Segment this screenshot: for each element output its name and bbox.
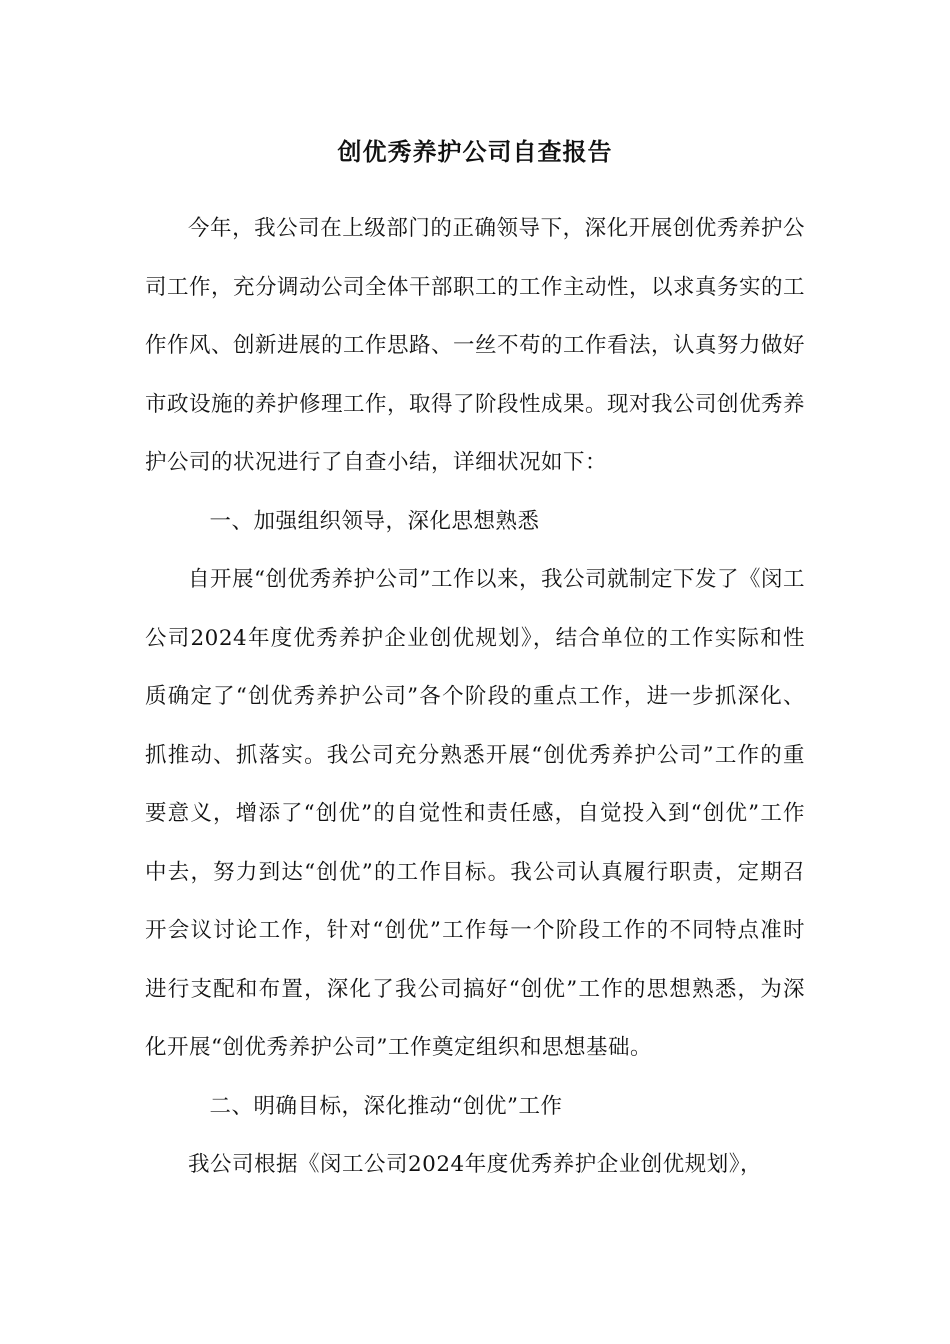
section-heading-1: 一、加强组织领导，深化思想熟悉	[209, 508, 540, 534]
document-body	[145, 200, 805, 1195]
intro-paragraph: 今年，我公司在上级部门的正确领导下，深化开展创优秀养护公司工作，充分调动公司全体干部职工的工作主动性，以求真务实的工作作风、创新进展的工作思路、一丝不苟的工作看法，认真努力做好市政设施的养护修理工作，取得了阶段性成果。现对我公司创优秀养护公司的状况进行了自查小结，详细状况如下：	[145, 216, 806, 475]
section-1-paragraph: 自开展“创优秀养护公司”工作以来，我公司就制定下发了《闵工公司2024年度优秀养护企业创优规划》，结合单位的工作实际和性质确定了“创优秀养护公司”各个阶段的重点工作，进一步抓深化、抓推动、抓落实。我公司充分熟悉开展“创优秀养护公司”工作的重要意义，增添了“创优”的自觉性和责任感，自觉投入到“创优”工作中去，努力到达“创优”的工作目标。我公司认真履行职责，定期召开会议讨论工作，针对“创优”工作每一个阶段工作的不同特点准时进行支配和布置，深化了我公司搞好“创优”工作的思想熟悉，为深化开展“创优秀养护公司”工作奠定组织和思想基础。	[145, 567, 805, 1060]
document-title: 创优秀养护公司自查报告	[337, 138, 613, 166]
section-heading-2: 二、明确目标，深化推动“创优”工作	[209, 1093, 563, 1119]
section-2-paragraph: 我公司根据《闵工公司2024年度优秀养护企业创优规划》，	[188, 1152, 762, 1177]
